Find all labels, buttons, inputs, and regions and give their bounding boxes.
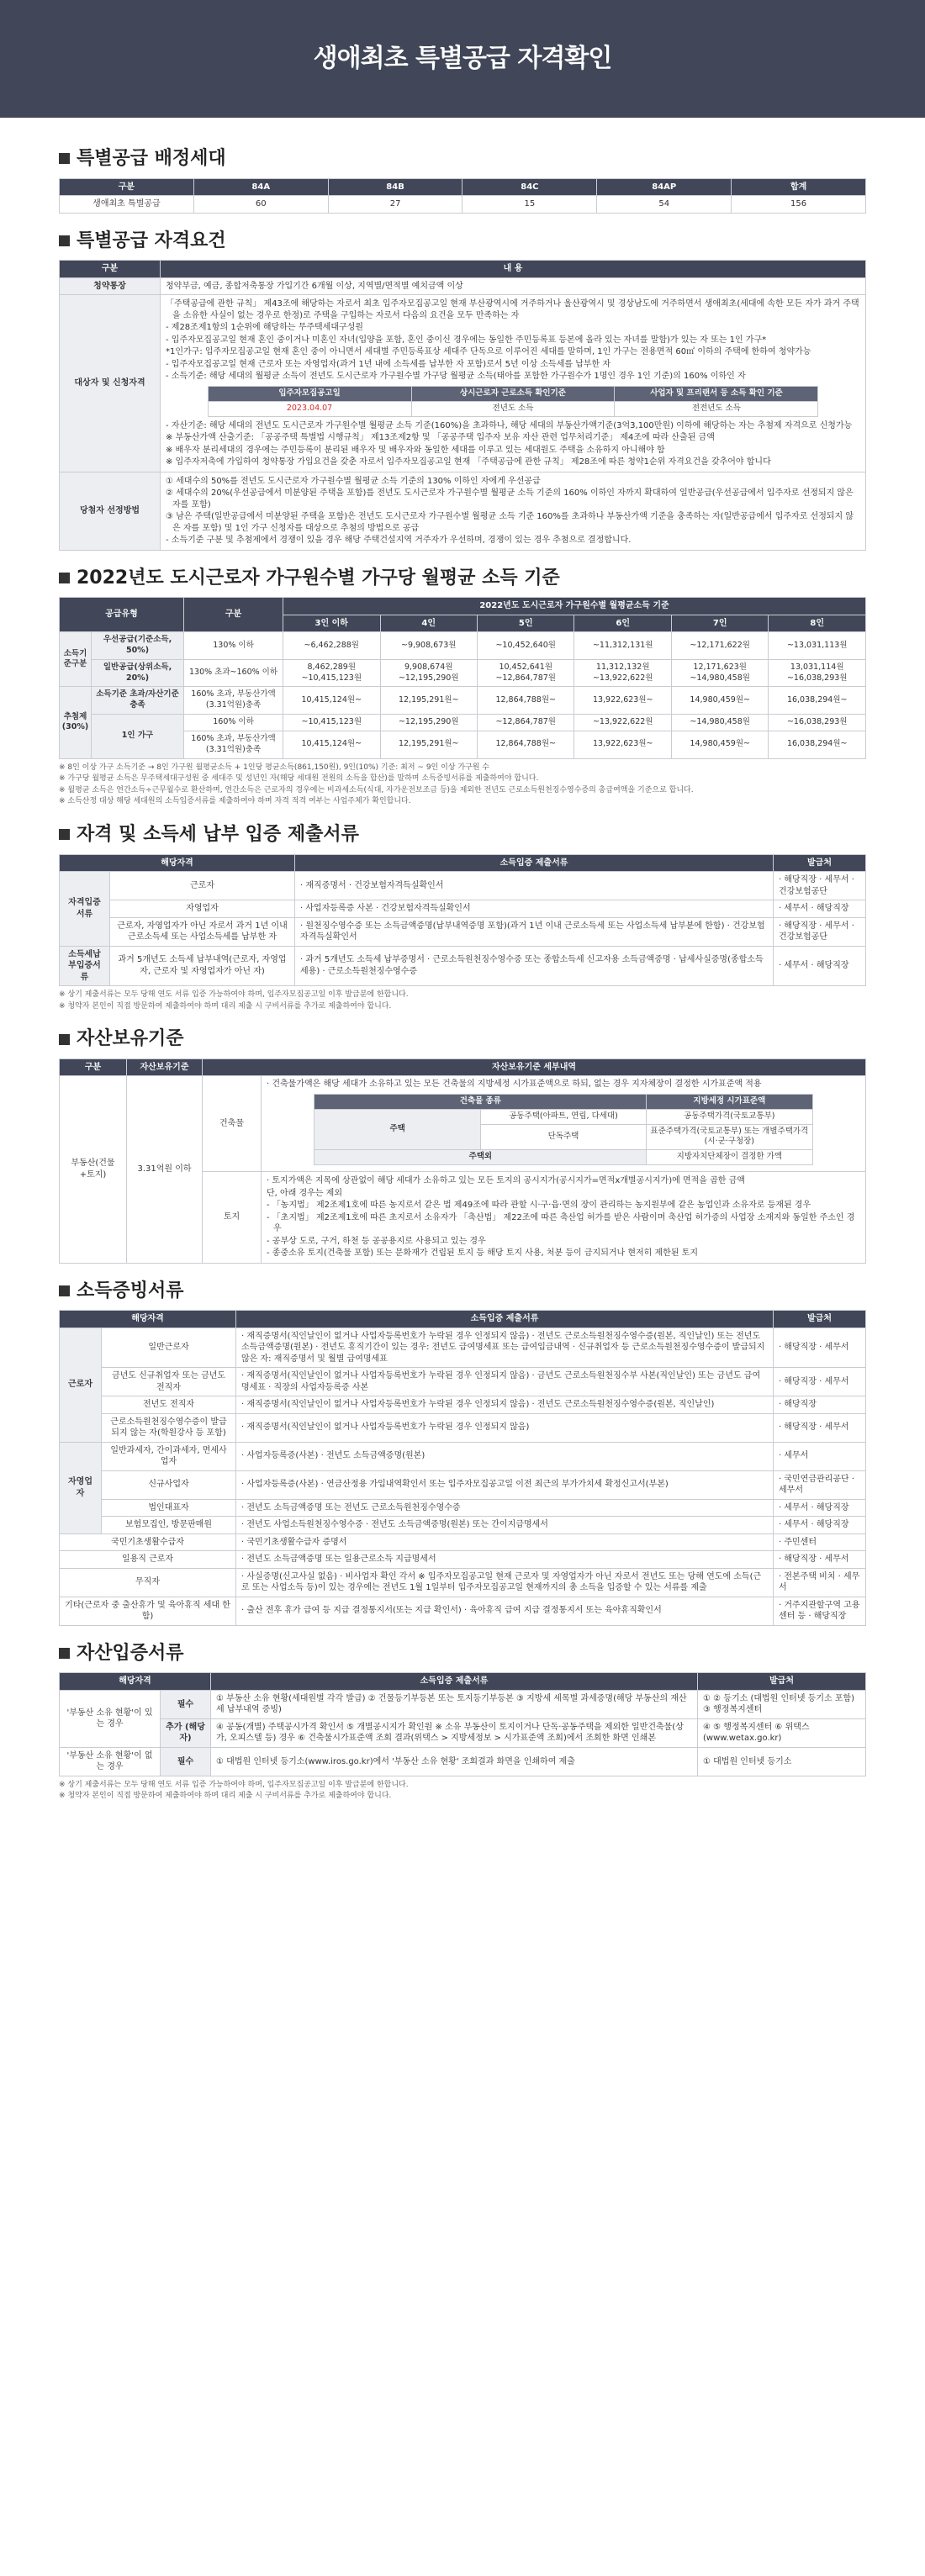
table-row: 무직자 · 사실증명(신고사실 없음) · 비사업자 확인 각서 ※ 입주자모집공고일 현재 근로자 및 자영업자가 아닌 자로서 전년도 또는 당해 연도에 소득(근로 또는 사업소득 등)이 있는 경우에는 전년도 1월 1일부터 입주자모집공고일 현재까지의 총 소득을 입증할 수 있는 서류를 제출 · 전본주택 비치 · 세무서 (60, 1568, 866, 1597)
table-row: 근로자 일반근로자 · 재직증명서(직인날인이 없거나 사업자등록번호가 누락된 경우 인정되지 않음) · 전년도 근로소득원천징수영수증(원본, 직인날인) 또는 전년도 소득금액증명(원본) · 전년도 휴직기간이 있는 경우: 전년도 급여명세표 또는 급여입금내역 · 신규취업자 등 근로소득원천징수영수증이 발급되지 않은 자: 재직증명서 및 월별 급여명세표 · 해당직장 · 세무서 (60, 1328, 866, 1368)
bullet-square-icon (59, 1285, 70, 1296)
footnote: ※ 8인 이상 가구 소득기준 → 8인 가구원 월평균소득 + 1인당 평균소득(861,150원), 9인(10%) 기준: 최저 ~ 9인 이상 가구원 수 (59, 763, 489, 772)
table-cell: 생애최초 특별공급 (60, 196, 194, 214)
group-label: 자영업자 (60, 1442, 102, 1533)
table-header: 해당자격 (60, 854, 295, 872)
section-title: 2022년도 도시근로자 가구원수별 가구당 월평균 소득 기준 (59, 566, 866, 591)
list-item: - 소득기준 구분 및 추첨제에서 경쟁이 있을 경우 해당 주택건설지역 거주자가 우선하며, 경쟁이 있는 경우 추첨으로 결정합니다. (166, 536, 632, 545)
table-cell: 156 (732, 196, 866, 214)
table-row: 근로자, 자영업자가 아닌 자로서 과거 1년 이내 근로소득세 또는 사업소득세를 납부한 자 · 원천징수영수증 또는 소득금액증명(납부내역증명 포함)(과거 1년 이내 근로소득세 또는 사업소득세 납부분에 한함) · 건강보험자격득실확인서 · 해당직장 · 세무서 · 건강보험공단 (60, 917, 866, 946)
asset-limit: 3.31억원 이하 (127, 1076, 203, 1263)
table-cell: 15 (462, 196, 597, 214)
bullet-square-icon (59, 573, 70, 583)
table-cell (161, 472, 866, 550)
table-row: 자영업자 일반과세자, 간이과세자, 면세사업자 · 사업자등록증(사본) · 전년도 소득금액증명(원본) · 세무서 (60, 1442, 866, 1470)
table-row (60, 277, 866, 295)
footnote: ※ 소득산정 대상 해당 세대원의 소득입증서류를 제출하여야 하며 자격 적격 여부는 사업주체가 확인합니다. (59, 797, 411, 806)
building-value-table (314, 1094, 812, 1165)
table-header: 내 용 (161, 261, 866, 278)
table-row: 추가 (해당자) ④ 공동(개별) 주택공시가격 확인서 ⑤ 개별공시지가 확인원 ※ 소유 부동산이 토지이거나 단독·공동주택을 제외한 일반건축물(상가, 오피스텔 등) 경우 ⑥ 건축물시가표준액 조회 결과(위택스 > 지방세정보 > 시가표준액 조회)에서 조회한 화면 인쇄본 ④ ⑤ 행정복지센터 ⑥ 위택스(www.wetax.go.kr) (60, 1718, 866, 1747)
table-cell (161, 295, 866, 472)
bullet-square-icon (59, 1648, 70, 1659)
table-header: 구분 (60, 261, 161, 278)
list-item: ② 세대수의 20%(우선공급에서 미분양된 주택을 포함)를 전년도 도시근로자 가구원수별 월평균 소득 기준의 160% 이하인 자까지 확대하여 일반공급(우선공급에서 입주자로 선정되지 않은 자를 포함) (166, 488, 854, 509)
table-cell: 청약부금, 예금, 종합저축통장 가입기간 6개월 이상, 지역별/면적별 예치금액 이상 (161, 277, 866, 295)
selection-list (166, 476, 860, 546)
table-header: 소득입증 제출서류 (236, 1311, 774, 1328)
table-header: 구분 (184, 598, 283, 632)
table-cell: 54 (597, 196, 732, 214)
table-header: 구분 (60, 178, 194, 196)
table-cell: 전년도 소득 (411, 401, 615, 416)
list-item: 단, 아래 경우는 제외 (267, 1188, 342, 1198)
bullet-square-icon (59, 829, 70, 840)
announcement-date: 2023.04.07 (208, 401, 411, 416)
table-row: 160% 초과, 부동산가액(3.31억원)충족 10,415,124원~ 12,195,291원~ 12,864,788원~ 13,922,623원~ 14,980,459원~ 16,038,294원~ (60, 731, 866, 758)
list-item: · 토지가액은 지목에 상관없이 해당 세대가 소유하고 있는 모든 토지의 공시지가(공시지가=면적x개별공시지가)에 면적을 곱한 금액 (267, 1176, 745, 1185)
row-label: 청약통장 (60, 277, 161, 295)
table-header: 소득입증 제출서류 (211, 1673, 698, 1691)
table-header: 구분 (60, 1058, 127, 1076)
income-table (59, 597, 866, 758)
group-label: 소득기준구분 (60, 632, 92, 687)
table-header: 발급처 (774, 1311, 866, 1328)
group-label: 추첨제(30%) (60, 687, 92, 758)
list-item: ① 세대수의 50%를 전년도 도시근로자 가구원수별 월평균 소득 기준의 130% 이하인 자에게 우선공급 (166, 476, 541, 486)
list-item: - 종중소유 토지(건축물 포함) 또는 문화재가 건립된 토지 등 해당 토지 사용, 처분 등이 금지되거나 현저히 제한된 토지 (267, 1248, 698, 1258)
bullet-square-icon (59, 153, 70, 164)
table-header: 자산보유기준 (127, 1058, 203, 1076)
section-title: 자산보유기준 (59, 1027, 866, 1052)
list-item: - 「초지법」 제2조제1호에 따른 초지로서 소유자가 「축산법」 제22조에 따른 축산업 허가를 받은 사람이며 축산업 허가증의 사업장 소재지와 동일한 주소인 경우 (267, 1212, 855, 1233)
section-title: 특별공급 배정세대 (59, 146, 866, 172)
table-row: 추첨제(30%) 소득기준 초과/자산기준 충족 160% 초과, 부동산가액(3.31억원)충족 10,415,124원~ 12,195,291원~ 12,864,788원~ 13,922,623원~ 14,980,459원~ 16,038,294원~ (60, 687, 866, 715)
footnote: ※ 청약자 본인이 직접 방문하여 제출하여야 하며 대리 제출 시 구비서류를 추가로 제출하여야 합니다. (59, 1792, 392, 1801)
table-row: 1인 가구 160% 이하 ~10,415,123원 ~12,195,290원 ~12,864,787원 ~13,922,622원 ~14,980,458원 ~16,038,293원 (60, 715, 866, 731)
table-cell: 전전년도 소득 (615, 401, 818, 416)
requirement-list (166, 420, 860, 468)
list-item: *1인가구: 입주자모집공고일 현재 혼인 중이 아니면서 세대별 주민등록표상 세대주 단독으로 이루어진 세대를 말하며, 1인 가구는 전용면적 60㎡ 이하의 주택에 한하여 청약가능 (166, 347, 811, 357)
table-row: 주택외 지방자치단체장이 결정한 가액 (314, 1150, 812, 1165)
table-header: 상시근로자 근로소득 확인기준 (411, 386, 615, 401)
section-title: 특별공급 자격요건 (59, 229, 866, 254)
table-header: 84AP (597, 178, 732, 196)
table-header: 2022년도 도시근로자 가구원수별 월평균소득 기준 (283, 598, 866, 615)
group-label: 소득세납부입증서류 (60, 946, 110, 986)
table-row: 기타(근로자 중 출산휴가 및 육아휴직 세대 한함) · 출산 전후 휴가 급여 등 지급 결정통지서(또는 지급 확인서) · 육아휴직 급여 지급 결정통지서 또는 육아휴직확인서 · 거주지관할구역 고용센터 등 · 해당직장 (60, 1597, 866, 1625)
table-row: 국민기초생활수급자 · 국민기초생활수급자 증명서 · 주민센터 (60, 1533, 866, 1551)
table-row (60, 472, 866, 550)
list-item: - 「농지법」 제2조제1호에 따른 농지로서 같은 법 제49조에 따라 관할 시·구·읍·면의 장이 관리하는 농지원부에 같은 농업인과 소유자로 등재된 경우 (267, 1201, 811, 1210)
table-row (60, 196, 866, 214)
table-header: 3인 이하 (283, 615, 380, 632)
table-header: 합계 (732, 178, 866, 196)
table-header: 소득입증 제출서류 (295, 854, 774, 872)
income-docs-table (59, 1310, 866, 1626)
table-row: 부동산(건물+토지) 3.31억원 이하 건축물 · 건축물가액은 해당 세대가 소유하고 있는 모든 건축물의 지방세정 시가표준액으로 하되, 없는 경우 지자체장이 결정한 시가표준액 적용 건축물 종류 지방세정 시가표준액 주택 공동주택(아파트, 연립, 다세대) 공동주택가격(국토교통부) 단독주택 표준주택가격(국토교통부) 또는 개별주택가격(시·군·구청장) 주택외 지방자치단체장이 결정한 가액 (60, 1076, 866, 1172)
footnotes (59, 990, 866, 1011)
list-item: ③ 남은 주택(일반공급에서 미분양된 주택을 포함)은 전년도 도시근로자 가구원수별 월평균 소득 기준 160%를 초과하나 부동산가액 기준을 충족하는 자(일반공급에서 입주자로 선정되지 않은 자를 포함) 및 1인 가구 신청자를 대상으로 추첨의 방법으로 공급 (166, 512, 854, 533)
footnote: ※ 상기 제출서류는 모두 당해 연도 서류 입증 가능하여야 하며, 입주자모집공고일 이후 발급분에 한합니다. (59, 990, 409, 1000)
table-row: 법인대표자 · 전년도 소득금액증명 또는 전년도 근로소득원천징수영수증 · 세무서 · 해당직장 (60, 1499, 866, 1517)
allocation-table (59, 178, 866, 214)
table-header: 8인 (769, 615, 866, 632)
table-header: 발급처 (698, 1673, 866, 1691)
group-label: 근로자 (60, 1328, 102, 1442)
table-header: 84C (462, 178, 597, 196)
asset-docs-table (59, 1672, 866, 1776)
table-header: 84A (193, 178, 328, 196)
table-row: 전년도 전직자 · 재직증명서(직인날인이 없거나 사업자등록번호가 누락된 경우 인정되지 않음) · 전년도 근로소득원천징수영수증(원본, 직인날인) · 해당직장 (60, 1396, 866, 1414)
bullet-square-icon (59, 235, 70, 246)
table-row: '부동산 소유 현황'이 있는 경우 필수 ① 부동산 소유 현황(세대원별 각각 발급) ② 건물등기부등본 또는 토지등기부등본 ③ 지방세 세목별 과세증명(해당 부동산의 재산세 납부내역 증빙) ① ② 등기소 (대법원 인터넷 등기소 포함) ③ 행정복지센터 (60, 1690, 866, 1718)
table-header: 지방세정 시가표준액 (647, 1094, 812, 1109)
table-header: 공급유형 (60, 598, 184, 632)
table-header: 7인 (671, 615, 768, 632)
footnotes (59, 1780, 866, 1802)
section-title: 자산입증서류 (59, 1641, 866, 1666)
table-row: 주택 공동주택(아파트, 연립, 다세대) 공동주택가격(국토교통부) (314, 1109, 812, 1124)
footnotes (59, 763, 866, 807)
table-header: 자산보유기준 세부내역 (203, 1058, 866, 1076)
table-header: 발급처 (774, 854, 866, 872)
bullet-square-icon (59, 1034, 70, 1045)
table-row: 토지 · 토지가액은 지목에 상관없이 해당 세대가 소유하고 있는 모든 토지의 공시지가(공시지가=면적x개별공시지가)에 면적을 곱한 금액 단, 아래 경우는 제외 - 「농지법」 제2조제1호에 따른 농지로서 같은 법 제49조에 따라 관할 시·구·읍·면의 장이 관리하는 농지원부에 같은 농업인과 소유자로 등재된 경우 - 「초지법」 제2조제1호에 따른 초지로서 소유자가 「축산법」 제22조에 따른 축산업 허가를 받은 사람이며 축산업 허가증의 사업장 소재지와 동일한 주소인 경우 - 공부상 도로, 구거, 하천 등 공공용지로 사용되고 있는 경우 - 종중소유 토지(건축물 포함) 또는 문화재가 건립된 토지 등 해당 토지 사용, 처분 등이 금지되거나 현저히 제한된 토지 (60, 1172, 866, 1264)
list-item: ※ 입주자저축에 가입하여 청약통장 가입요건을 갖춘 자로서 입주자모집공고일 현재 「주택공급에 관한 규칙」 제28조에 따른 청약1순위 자격요건을 갖추어야 합니다 (166, 457, 771, 467)
table-row: 신규사업자 · 사업자등록증(사본) · 연금산정용 가입내역확인서 또는 입주자모집공고일 이전 최근의 부가가치세 확정신고서(부본) · 국민연금관리공단 · 세무서 (60, 1470, 866, 1499)
footnote: ※ 월평균 소득은 연간소득÷근무월수로 환산하며, 연간소득은 근로자의 경우에는 비과세소득(식대, 자가운전보조금 등)을 제외한 전년도 근로소득원천징수영수증의 총급여액을 기준으로 합니다. (59, 785, 694, 794)
group-label: 자격입증서류 (60, 872, 110, 947)
table-header: 5인 (477, 615, 574, 632)
section-title: 자격 및 소득세 납부 입증 제출서류 (59, 822, 866, 847)
main-content (0, 118, 925, 1802)
list-item: ※ 부동산가액 산출기준: 「공공주택 특별법 시행규칙」 제13조제2항 및 「공공주택 입주자 보유 자산 관련 업무처리기준」 제4조에 따라 산출된 금액 (166, 433, 715, 442)
table-row (60, 295, 866, 472)
list-item: ※ 배우자 분리세대의 경우에는 주민등록이 분리된 배우자 및 배우자와 동일한 세대를 이루고 있는 세대원도 주택을 소유하지 아니해야 함 (166, 445, 665, 455)
list-item: - 입주자모집공고일 현재 혼인 중이거나 미혼인 자녀(입양을 포함, 혼인 중이신 경우에는 동일한 주민등록표 등본에 올라 있는 자녀를 말함)가 있는 자 또는 1인 가구* (166, 335, 767, 345)
list-item: - 입주자모집공고일 현재 근로자 또는 자영업자(과거 1년 내에 소득세를 납부한 자 포함)로서 5년 이상 소득세를 납부한 자 (166, 359, 611, 369)
land-rules-list (267, 1175, 860, 1259)
table-row: 근로소득원천징수영수증이 발급되지 않는 자(학원강사 등 포함) · 재직증명서(직인날인이 없거나 사업자등록번호가 누락된 경우 인정되지 않음) · 해당직장 · 세무서 (60, 1413, 866, 1442)
footnote: ※ 상기 제출서류는 모두 당해 연도 서류 입증 가능하여야 하며, 입주자모집공고일 이후 발급분에 한합니다. (59, 1780, 409, 1789)
footnote: ※ 청약자 본인이 직접 방문하여 제출하여야 하며 대리 제출 시 구비서류를 추가로 제출하여야 합니다. (59, 1001, 392, 1011)
asset-table (59, 1058, 866, 1264)
table-header: 입주자모집공고일 (208, 386, 411, 401)
table-row: 일반공급(상위소득, 20%) 130% 초과~160% 이하 8,462,289원~10,415,123원 9,908,674원~12,195,290원 10,452,641원~12,864,787원 11,312,132원~13,922,622원 12,171,623원~14,980,458원 13,031,114원~16,038,293원 (60, 659, 866, 687)
row-label: 대상자 및 신청자격 (60, 295, 161, 472)
row-label: 당첨자 선정방법 (60, 472, 161, 550)
table-header: 해당자격 (60, 1311, 236, 1328)
qualification-docs-table (59, 854, 866, 987)
table-cell: 27 (328, 196, 462, 214)
table-row: 소득기준구분 우선공급(기준소득, 50%) 130% 이하 ~6,462,288원 ~9,908,673원 ~10,452,640원 ~11,312,131원 ~12,171,622원 ~13,031,113원 (60, 632, 866, 660)
table-row: 자영업자 · 사업자등록증 사본 · 건강보험자격득실확인서 · 세무서 · 해당직장 (60, 900, 866, 918)
group-label: 부동산(건물+토지) (60, 1076, 127, 1263)
table-header: 6인 (574, 615, 671, 632)
section-title: 소득증빙서류 (59, 1279, 866, 1304)
table-row: 소득세납부입증서류 과거 5개년도 소득세 납부내역(근로자, 자영업자, 근로자 및 자영업자가 아닌 자) · 과거 5개년도 소득세 납부증명서 · 근로소득원천징수영수증 또는 종합소득세 신고자용 소득금액증명 · 납세사실증명(종합소득세용) · 근로소득원천징수영수증 · 세무서 · 해당직장 (60, 946, 866, 986)
requirement-list (166, 298, 860, 383)
page-title: 생애최초 특별공급 자격확인 (313, 43, 612, 73)
page-banner (0, 0, 925, 118)
income-date-table (208, 386, 819, 417)
table-row: 보험모집인, 방문판매원 · 전년도 사업소득원천징수영수증 · 전년도 소득금액증명(원본) 또는 간이지급명세서 · 세무서 · 해당직장 (60, 1517, 866, 1534)
footnote: ※ 가구당 월평균 소득은 무주택세대구성원 중 세대주 및 성년인 자(해당 세대원 전원의 소득을 합산)를 말하며 소득증빙서류를 제출하여야 합니다. (59, 774, 539, 784)
list-item: - 제28조제1항의 1순위에 해당하는 무주택세대구성원 (166, 323, 363, 333)
list-item: - 소득기준: 해당 세대의 월평균 소득이 전년도 도시근로자 가구원수별 가구당 월평균 소득(태아를 포함한 가구원수가 1명인 경우 1인 기준)의 160% 이하인 자 (166, 372, 746, 382)
table-row: 일용직 근로자 · 전년도 소득금액증명 또는 일용근로소득 지급명세서 · 해당직장 · 세무서 (60, 1551, 866, 1569)
list-item: 「주택공급에 관한 규칙」 제43조에 해당하는 자로서 최초 입주자모집공고일 현재 부산광역시에 거주하거나 울산광역시 및 경상남도에 거주하면서 생애최초(세대에 속한 모든 자가 과거 주택을 소유한 사실이 없는 경우로 한정)로 주택을 구입하는 자로서 다음의 요건을 모두 만족하는 자 (166, 299, 859, 320)
table-header: 해당자격 (60, 1673, 211, 1691)
table-header: 84B (328, 178, 462, 196)
table-header: 4인 (380, 615, 477, 632)
table-row: 자격입증서류 근로자 · 재직증명서 · 건강보험자격득실확인서 · 해당직장 · 세무서 · 건강보험공단 (60, 872, 866, 900)
table-row: '부동산 소유 현황'이 없는 경우 필수 ① 대법원 인터넷 등기소(www.iros.go.kr)에서 '부동산 소유 현황' 조회결과 화면을 인쇄하여 제출 ① 대법원 인터넷 등기소 (60, 1747, 866, 1776)
table-header: 사업자 및 프리랜서 등 소득 확인 기준 (615, 386, 818, 401)
eligibility-table (59, 260, 866, 550)
table-cell: 60 (193, 196, 328, 214)
table-row: 금년도 신규취업자 또는 금년도 전직자 · 재직증명서(직인날인이 없거나 사업자등록번호가 누락된 경우 인정되지 않음) · 금년도 근로소득원천징수부 사본(직인날인) 또는 금년도 급여명세표 · 직장의 사업자등록증 사본 · 해당직장 · 세무서 (60, 1368, 866, 1396)
table-header: 건축물 종류 (314, 1094, 647, 1109)
list-item: - 자산기준: 해당 세대의 전년도 도시근로자 가구원수별 월평균 소득 기준(160%)을 초과하나, 해당 세대의 부동산가액기준(3억3,100만원) 이하에 해당하는 자는 추첨제 자격으로 신청가능 (166, 420, 853, 430)
table-row: 단독주택 표준주택가격(국토교통부) 또는 개별주택가격(시·군·구청장) (314, 1124, 812, 1150)
list-item: - 공부상 도로, 구거, 하천 등 공공용지로 사용되고 있는 경우 (267, 1236, 486, 1246)
table-row (208, 401, 818, 416)
